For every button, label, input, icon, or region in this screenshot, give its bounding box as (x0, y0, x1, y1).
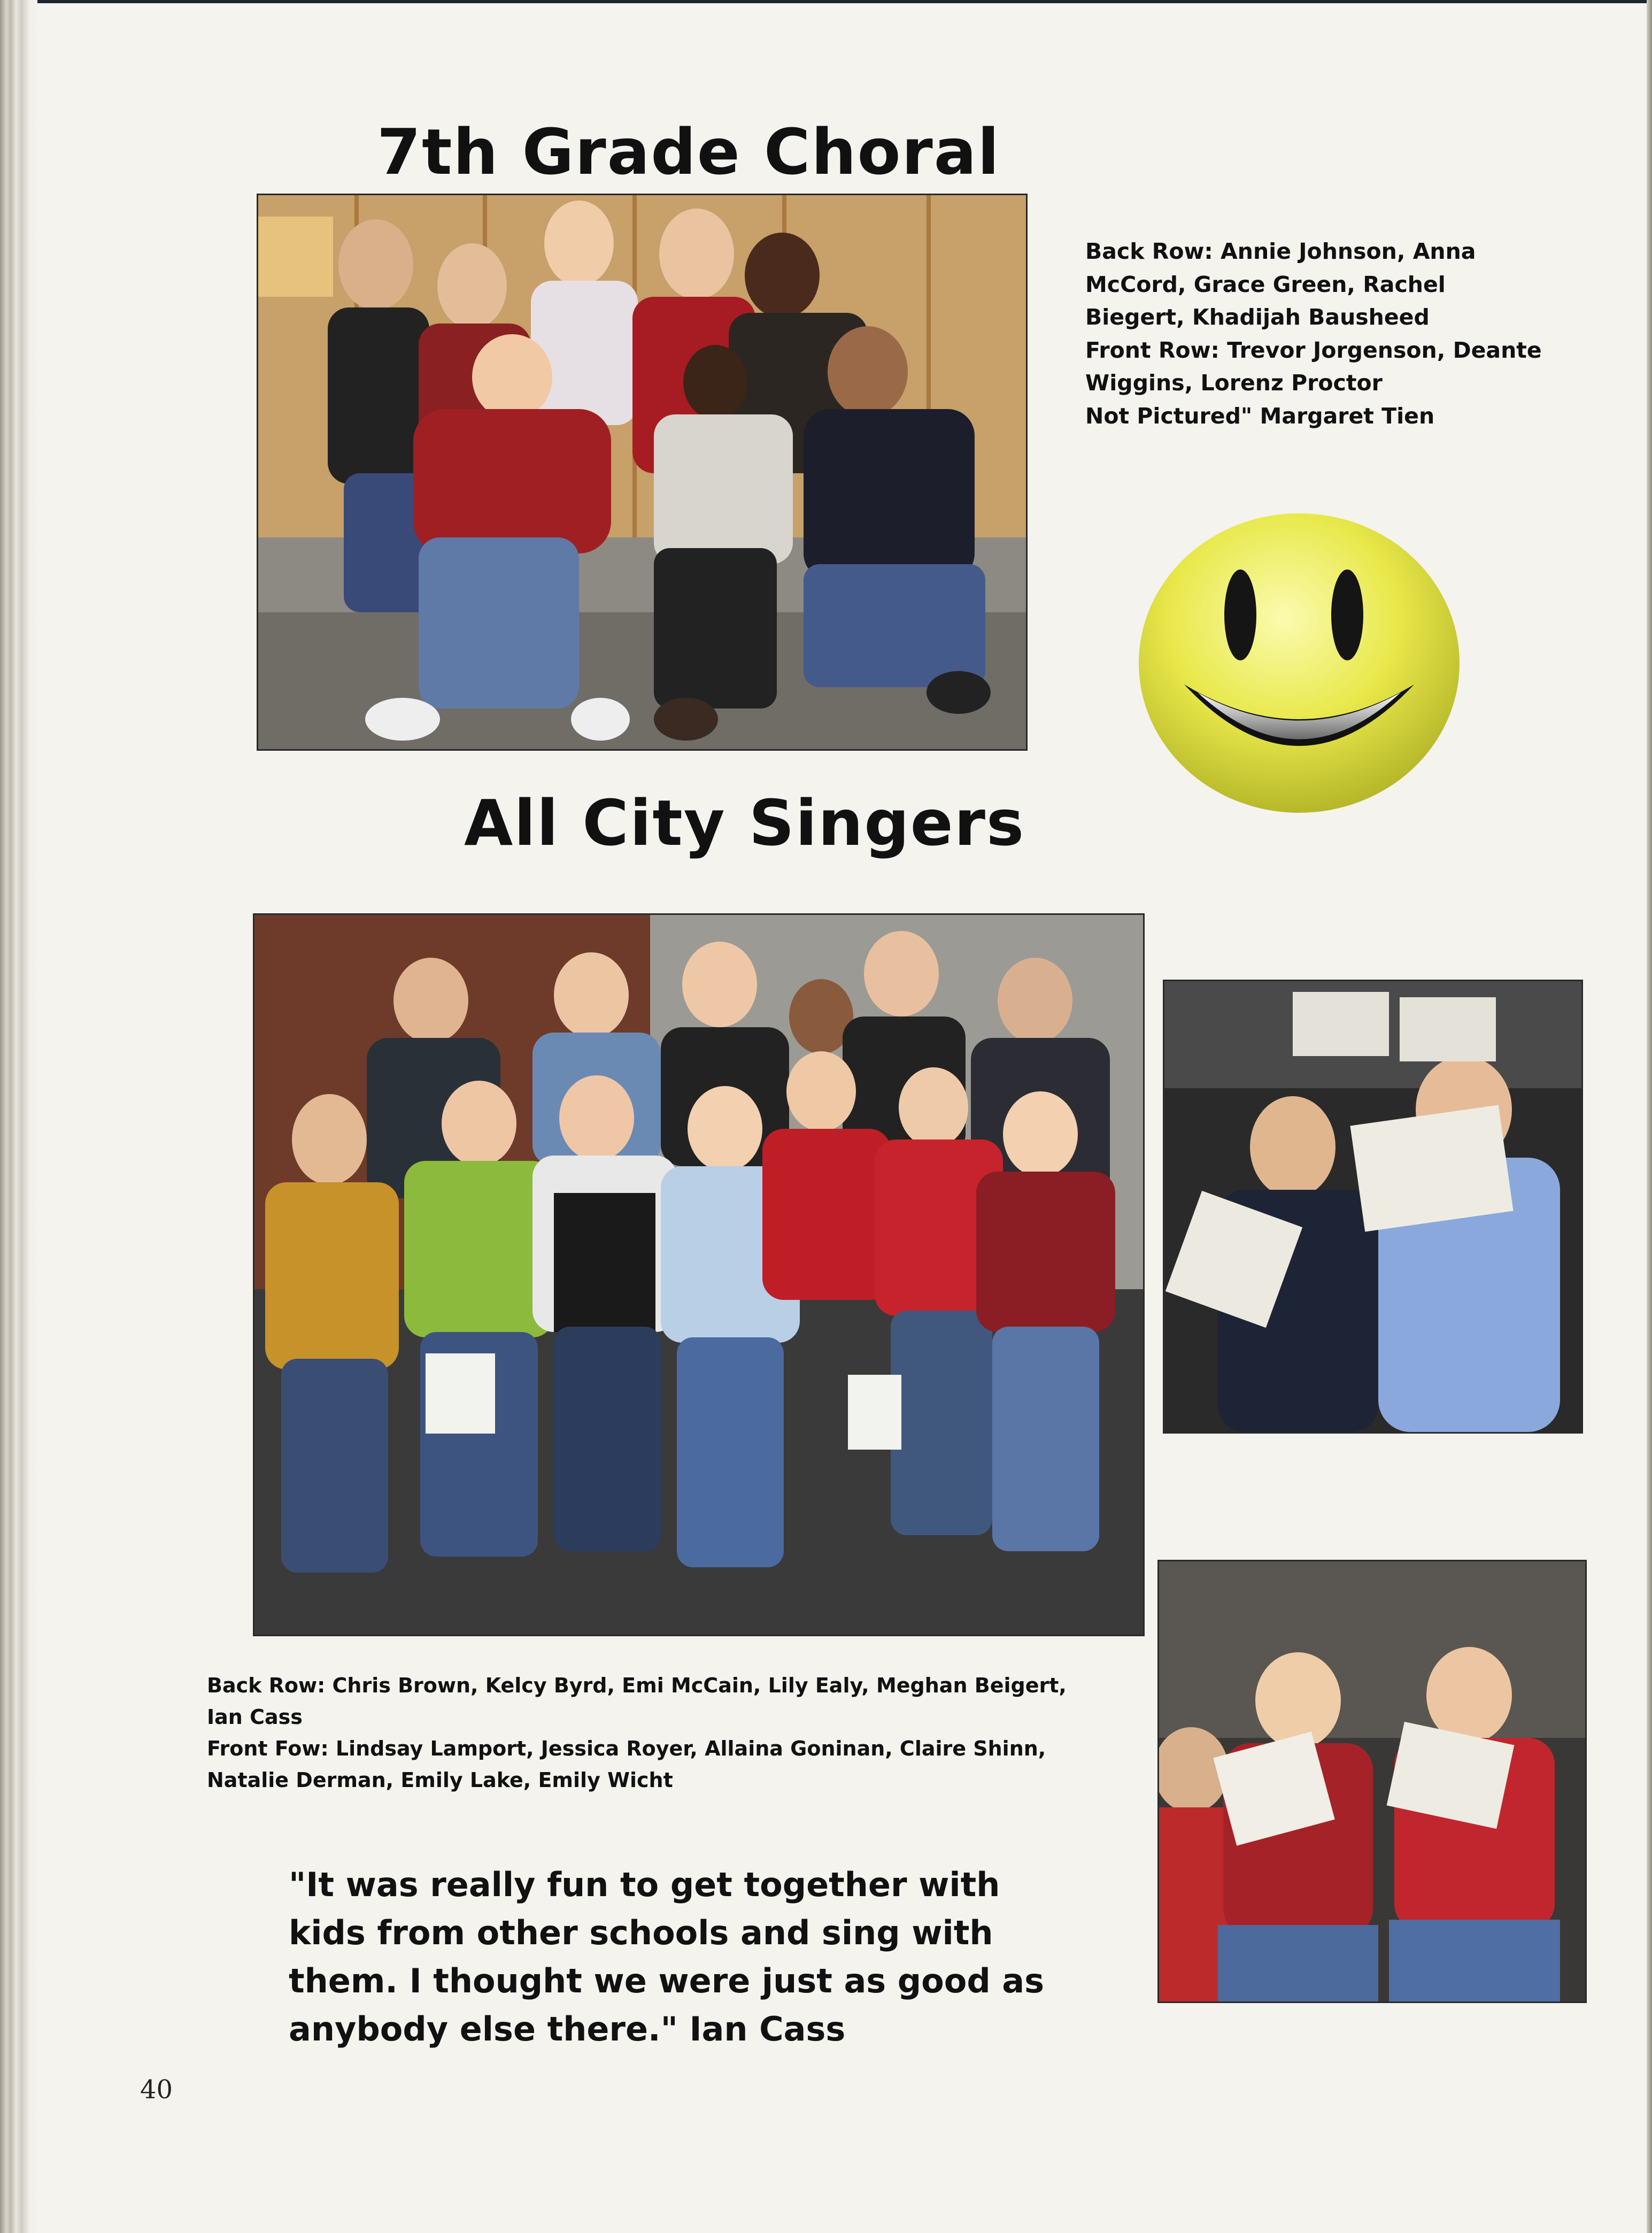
choral-caption-line: Not Pictured" Margaret Tien (1085, 403, 1435, 429)
choral-caption-line: McCord, Grace Green, Rachel (1085, 271, 1446, 297)
smiley-face-icon (1133, 508, 1465, 818)
book-binding-edge (0, 0, 37, 2233)
singers-group-photo (253, 913, 1145, 1636)
singers-caption-line: Front Fow: Lindsay Lamport, Jessica Royer, Allaina Goninan, Claire Shinn, (207, 1736, 1046, 1760)
choral-caption (1085, 235, 1620, 433)
choral-group-photo (257, 194, 1028, 751)
singers-caption-line: Back Row: Chris Brown, Kelcy Byrd, Emi McCain, Lily Ealy, Meghan Beigert, (207, 1674, 1067, 1697)
choral-title: 7th Grade Choral (377, 115, 1000, 189)
choral-caption-line: Back Row: Annie Johnson, Anna (1085, 238, 1476, 264)
singers-reading-photo-top (1163, 980, 1583, 1434)
page-number: 40 (140, 2075, 173, 2105)
quote-line: anybody else there." Ian Cass (289, 2009, 846, 2049)
quote-line: "It was really fun to get together with (289, 1865, 1000, 1904)
singers-caption (207, 1670, 1169, 1796)
singers-reading-photo-bottom (1157, 1560, 1587, 2003)
page-top-edge (0, 0, 1652, 3)
choral-caption-line: Biegert, Khadijah Bausheed (1085, 304, 1430, 330)
singers-caption-line: Natalie Derman, Emily Lake, Emily Wicht (207, 1768, 673, 1792)
quote-line: them. I thought we were just as good as (289, 1961, 1045, 2000)
singers-caption-line: Ian Cass (207, 1705, 303, 1729)
choral-caption-line: Wiggins, Lorenz Proctor (1085, 370, 1383, 396)
singers-title: All City Singers (464, 786, 1025, 860)
page-right-edge (1647, 0, 1652, 2233)
quote-line: kids from other schools and sing with (289, 1913, 993, 1952)
ian-cass-quote (289, 1861, 1091, 2053)
choral-caption-line: Front Row: Trevor Jorgenson, Deante (1085, 337, 1542, 363)
